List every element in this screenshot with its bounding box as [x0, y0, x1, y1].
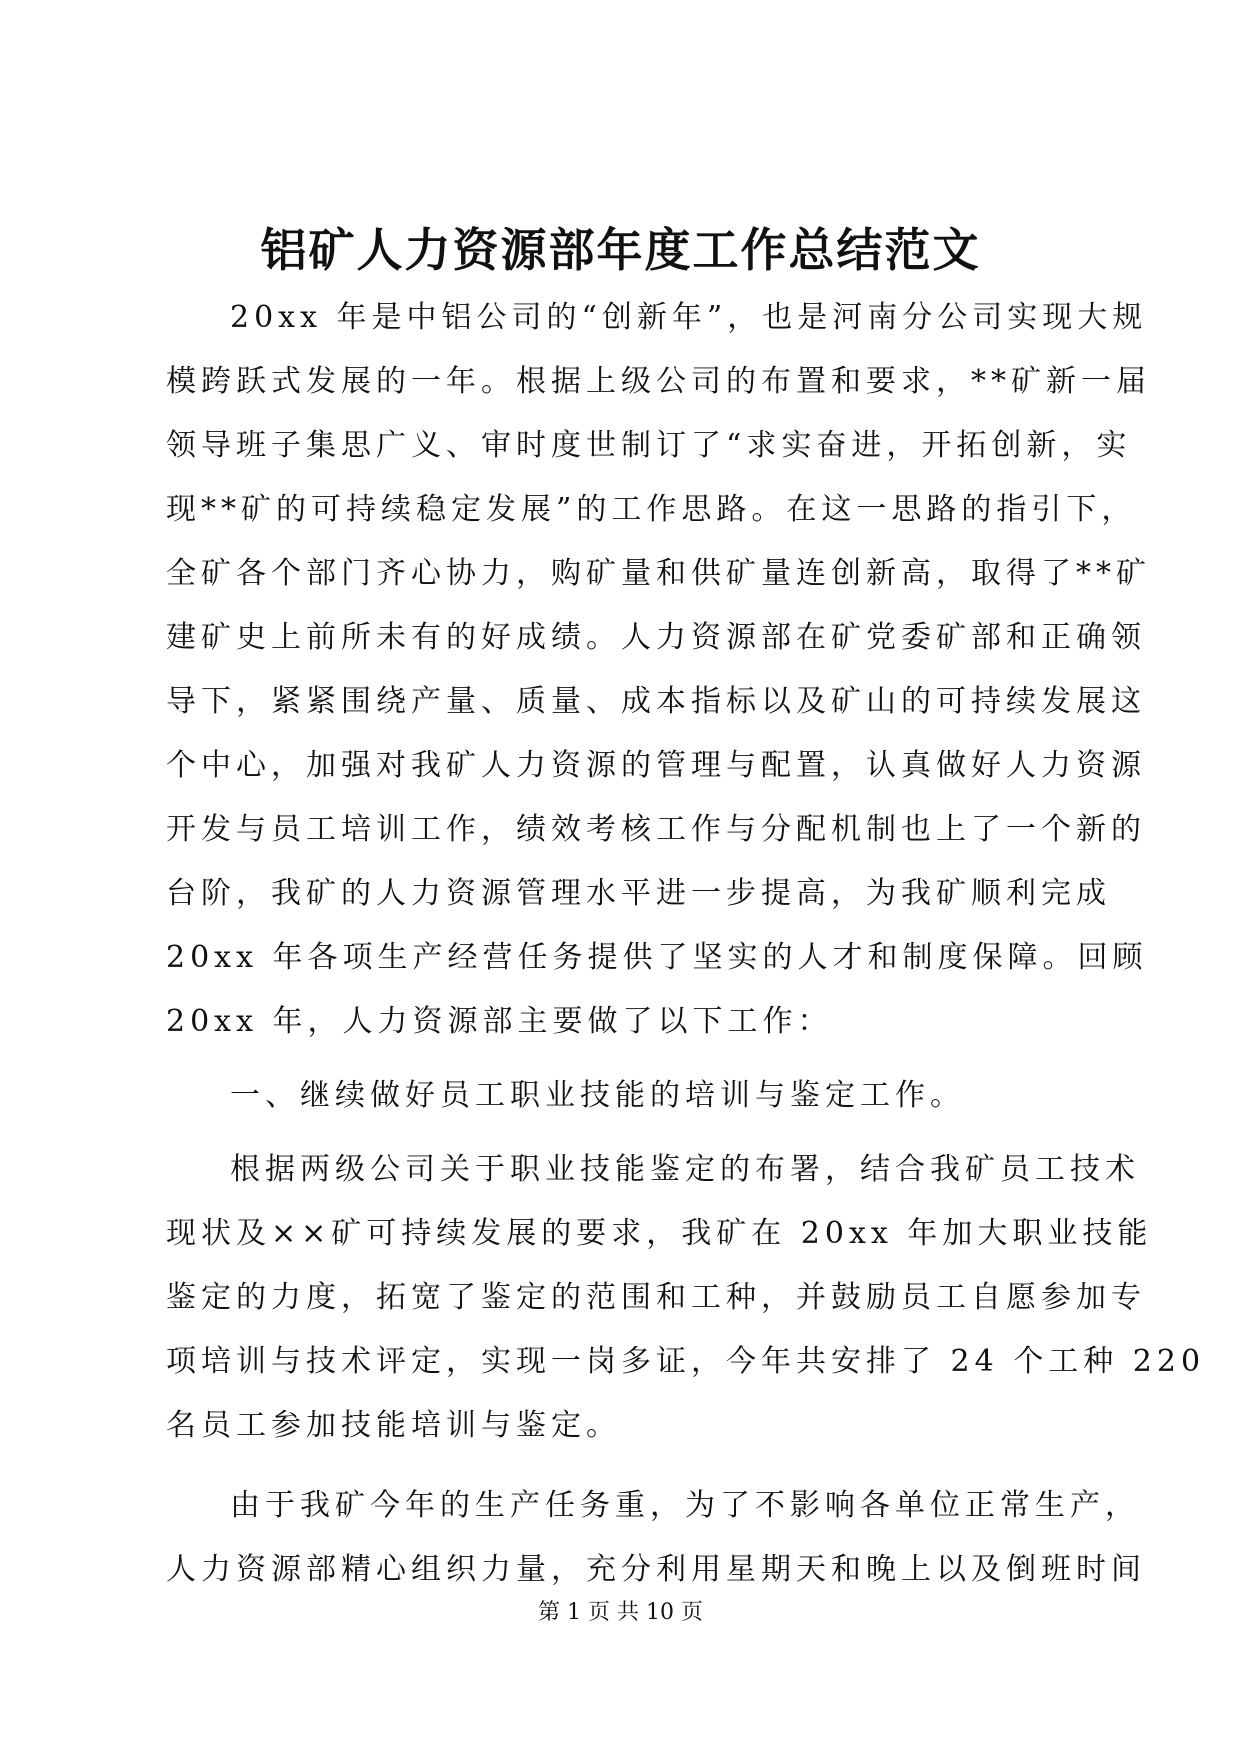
paragraph-line: 现**矿的可持续稳定发展”的工作思路。在这一思路的指引下，	[166, 492, 1137, 527]
paragraph-schedule	[166, 1474, 1146, 1602]
paragraph-line: 模跨跃式发展的一年。根据上级公司的布置和要求，**矿新一届	[166, 364, 1151, 399]
paragraph-line: 开发与员工培训工作，绩效考核工作与分配机制也上了一个新的	[166, 812, 1146, 847]
page-footer	[0, 1598, 1241, 1628]
document-title: 铝矿人力资源部年度工作总结范文	[260, 223, 981, 277]
paragraph-line: 导下，紧紧围绕产量、质量、成本指标以及矿山的可持续发展这	[166, 684, 1146, 719]
section-heading: 一、继续做好员工职业技能的培训与鉴定工作。	[230, 1078, 965, 1113]
paragraph-line: 台阶，我矿的人力资源管理水平进一步提高，为我矿顺利完成	[166, 876, 1111, 911]
paragraph-line: 个中心，加强对我矿人力资源的管理与配置，认真做好人力资源	[166, 748, 1146, 783]
paragraph-line: 根据两级公司关于职业技能鉴定的布署，结合我矿员工技术	[230, 1152, 1140, 1187]
paragraph-line: 项培训与技术评定，实现一岗多证，今年共安排了 24 个工种 220	[166, 1344, 1206, 1379]
paragraph-line: 名员工参加技能培训与鉴定。	[166, 1408, 621, 1443]
paragraph-line: 20xx 年是中铝公司的“创新年”，也是河南分公司实现大规	[230, 300, 1148, 335]
paragraph-line: 人力资源部精心组织力量，充分利用星期天和晚上以及倒班时间	[166, 1552, 1146, 1587]
document-body	[166, 286, 1206, 1602]
spacer	[166, 1458, 1076, 1474]
paragraph-line: 领导班子集思广义、审时度世制订了“求实奋进，开拓创新，实	[166, 428, 1132, 463]
paragraph-line: 建矿史上前所未有的好成绩。人力资源部在矿党委矿部和正确领	[166, 620, 1146, 655]
paragraph-intro	[166, 286, 1151, 1054]
page-number: 第 1 页 共 10 页	[538, 1600, 703, 1625]
paragraph-skills	[166, 1138, 1206, 1458]
paragraph-line: 鉴定的力度，拓宽了鉴定的范围和工种，并鼓励员工自愿参加专	[166, 1280, 1146, 1315]
paragraph-line: 20xx 年各项生产经营任务提供了坚实的人才和制度保障。回顾	[166, 940, 1148, 975]
paragraph-line: 20xx 年，人力资源部主要做了以下工作：	[166, 1004, 833, 1039]
paragraph-line: 全矿各个部门齐心协力，购矿量和供矿量连创新高，取得了**矿	[166, 556, 1151, 591]
paragraph-line: 由于我矿今年的生产任务重，为了不影响各单位正常生产，	[230, 1488, 1140, 1523]
spacer	[166, 1054, 1076, 1064]
paragraph-line: 现状及××矿可持续发展的要求，我矿在 20xx 年加大职业技能	[166, 1216, 1153, 1251]
spacer	[166, 1128, 1076, 1138]
